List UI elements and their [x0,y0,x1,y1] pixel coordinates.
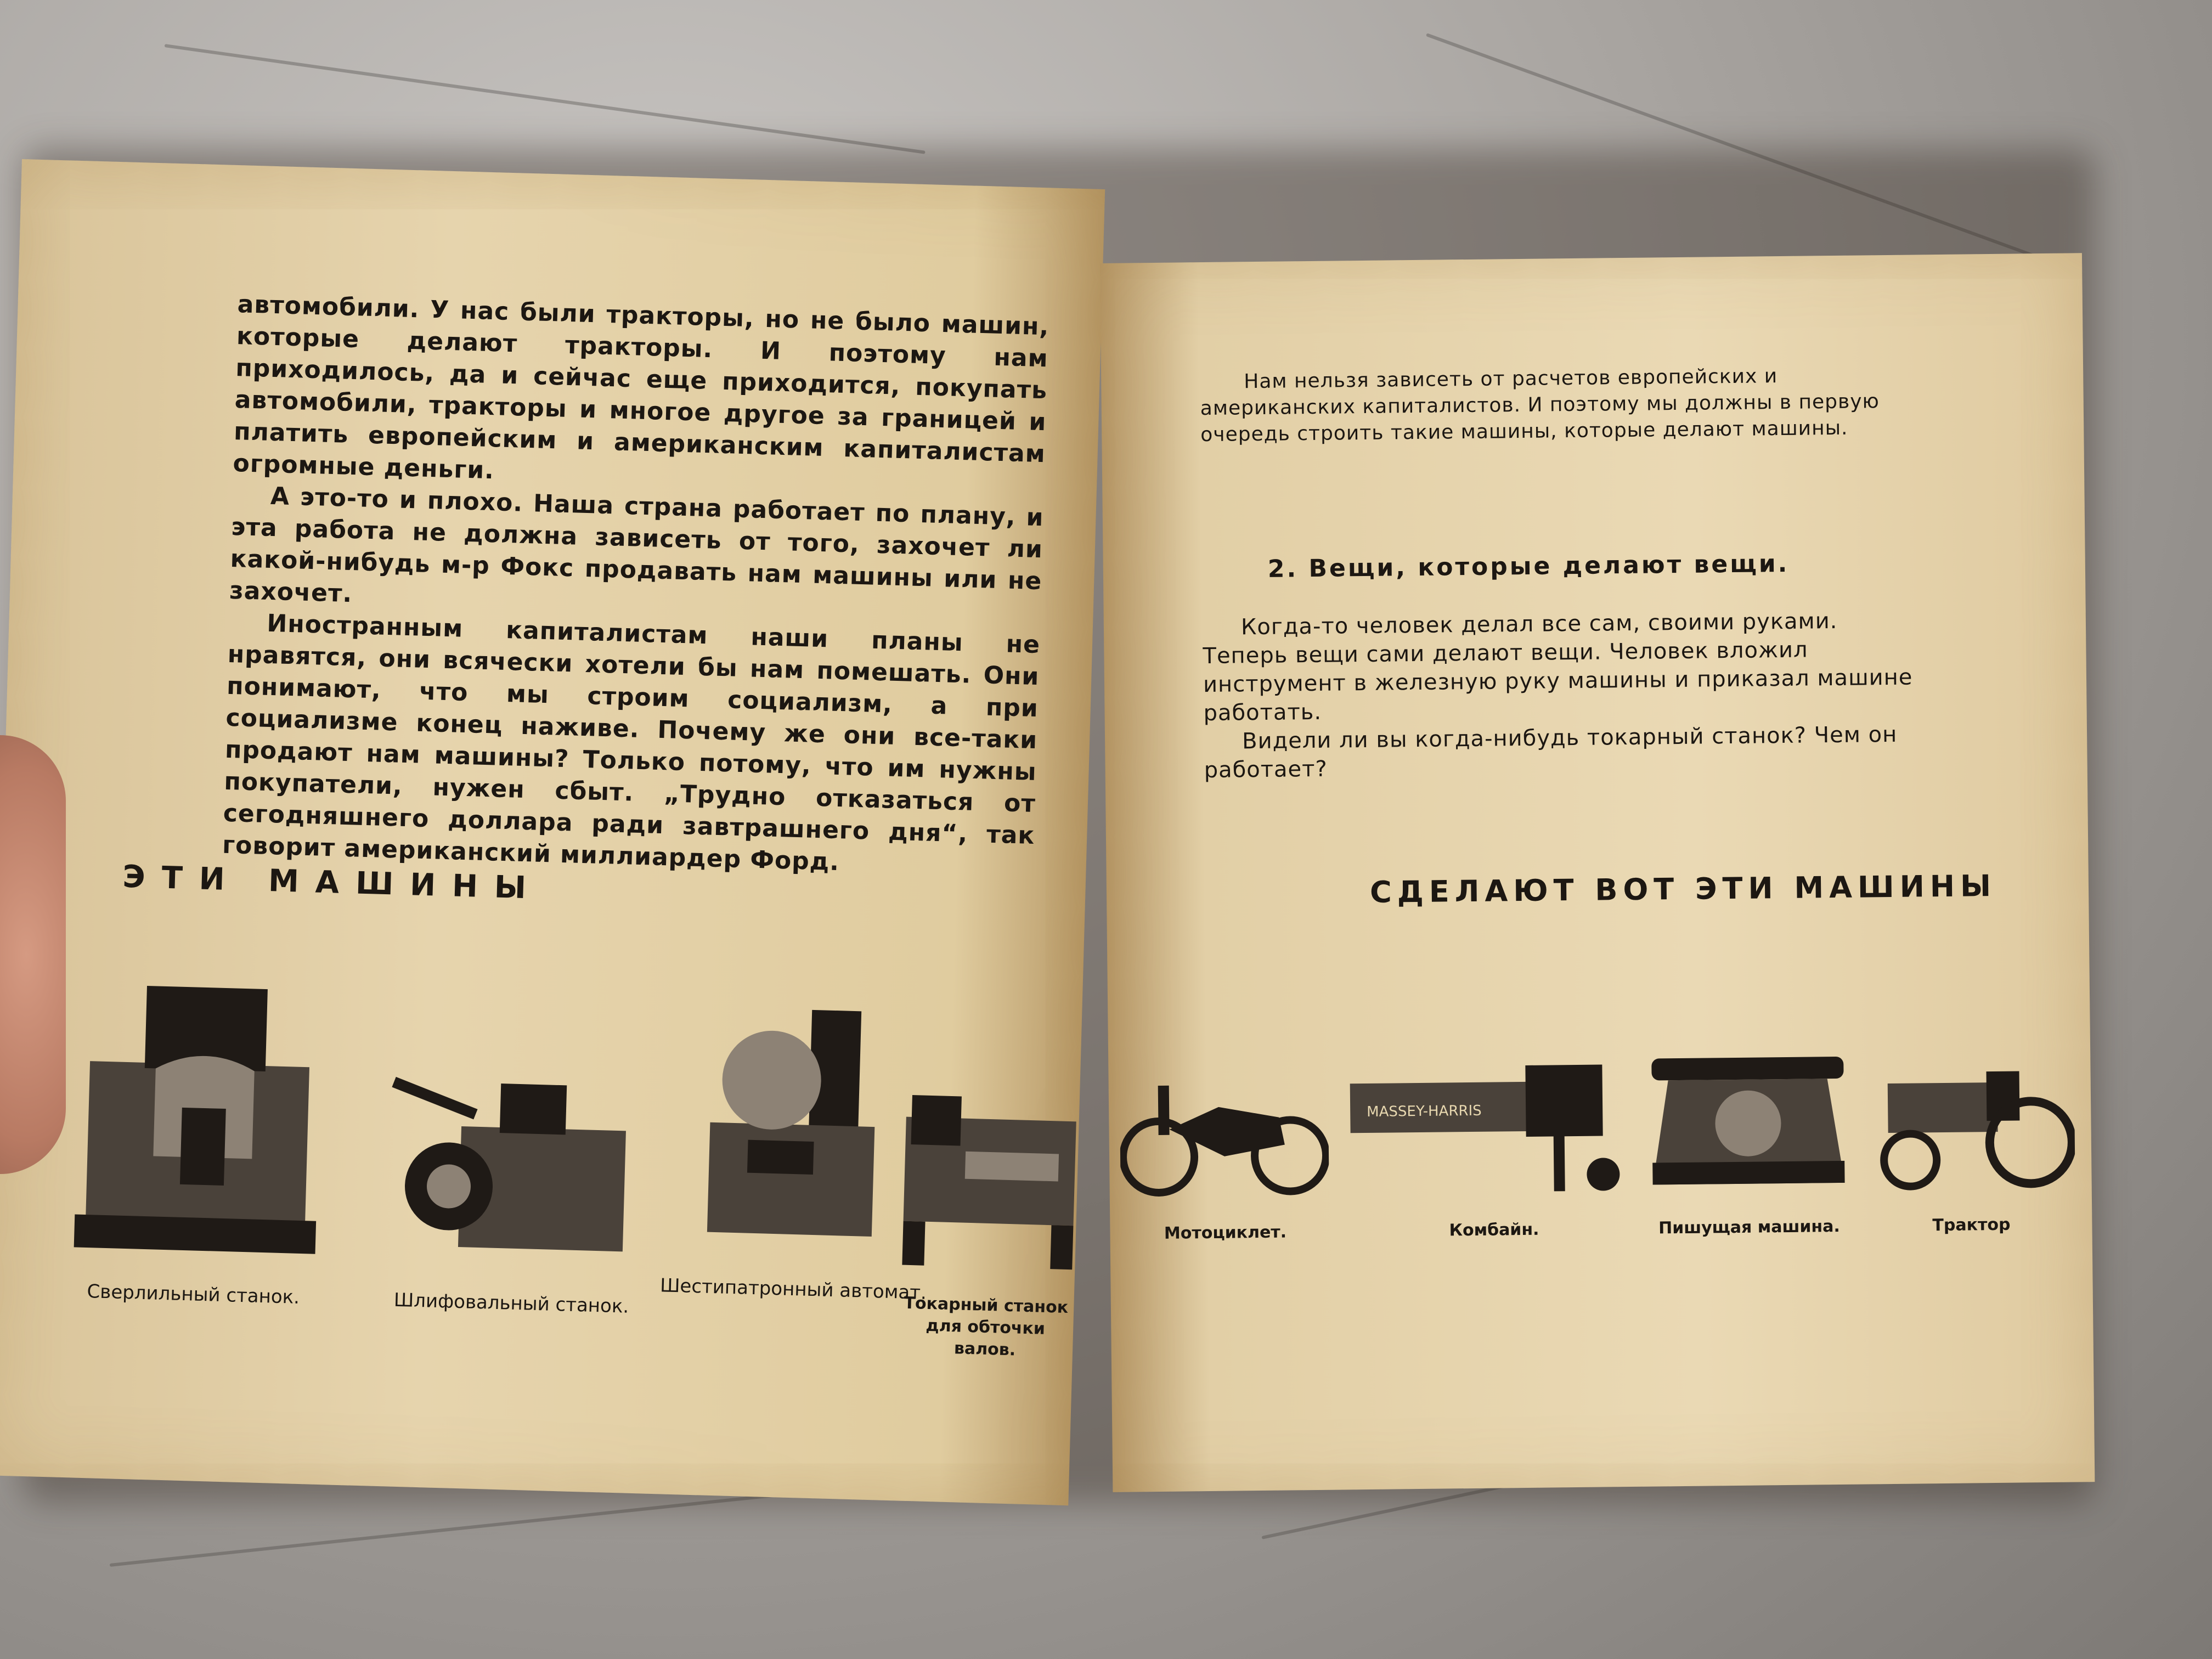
right-page [1100,253,2095,1492]
machine-caption: Шлифовальный станок. [393,1289,629,1318]
machine-lathe [894,1073,1083,1363]
marble-vein [165,44,926,154]
machine-grinding [374,1047,656,1318]
tractor-picture [1865,1048,2075,1193]
product-tractor [1865,1048,2076,1237]
six-spindle-machine-picture [690,996,906,1259]
thumb [0,735,66,1174]
paragraph: автомобили. У нас были тракторы, но не было машин, которые делают тракторы. И поэтому нам приходилось, да и сейчас еще приходится, покупать автомобили, тракторы и многое другое за границей и платить европейским и американским капиталистам огромные деньги. [232,290,1049,485]
product-typewriter [1646,1051,1851,1240]
product-caption: Пишущая машина. [1658,1216,1840,1238]
lathe-picture [896,1073,1083,1275]
combine-picture [1344,1048,1642,1199]
paragraph: Видели ли вы когда-нибудь токарный станок? Чем он работает? [1204,721,1898,783]
right-page-body [1203,606,1917,785]
left-page [0,159,1105,1505]
machine-caption: Сверлильный станок. [87,1280,300,1308]
product-caption: Трактор [1932,1215,2011,1235]
product-combine [1344,1048,1643,1243]
left-illustration-title: ЭТИ МАШИНЫ [122,859,543,907]
paragraph: Нам нельзя зависеть от расчетов европейских и американских капиталистов. И поэтому мы должны в первую очередь строить такие машины, которые делают машины. [1200,365,1880,447]
right-page-intro [1200,362,1914,448]
drilling-machine-picture [52,972,345,1265]
combine-label: MASSEY-HARRIS [1367,1102,1482,1120]
grinding-machine-picture [375,1047,656,1274]
section-heading: 2. Вещи, которые делают вещи. [1267,549,1790,583]
motorcycle-picture [1119,1073,1329,1201]
paragraph: Иностранным капиталистам наши планы не нравятся, они всячески хотели бы нам помешать. Они понимают, что мы строим социализм, а при социализме конец наживе. Почему же они все-таки продают нам машины? Только потому, что им нужны покупатели, нужен сбыт. „Трудно отказаться от сегодняшнего доллара ради завтрашнего дня“, так говорит американский миллиардер Форд. [222,609,1041,877]
typewriter-picture [1646,1051,1850,1196]
machine-drilling [50,972,345,1309]
left-page-text [222,289,1049,884]
paragraph: А это-то и плохо. Наша страна работает по плану, и эта работа не должна зависеть от того, захочет ли какой-нибудь м-р Фокс продавать нам машины или не захочет. [229,482,1045,608]
machine-six-spindle [660,995,935,1304]
product-caption: Комбайн. [1449,1220,1539,1240]
product-motorcycle [1119,1073,1329,1245]
right-illustration-title: СДЕЛАЮТ ВОТ ЭТИ МАШИНЫ [1369,868,1997,910]
machine-caption: Токарный станок для обточки валов. [904,1293,1069,1360]
product-caption: Мотоциклет. [1164,1222,1287,1243]
machine-caption: Шестипатронный автомат. [659,1274,927,1304]
paragraph: Когда-то человек делал все сам, своими руками. Теперь вещи сами делают вещи. Человек вложил инструмент в железную руку машины и приказал машине работать. [1203,608,1913,726]
